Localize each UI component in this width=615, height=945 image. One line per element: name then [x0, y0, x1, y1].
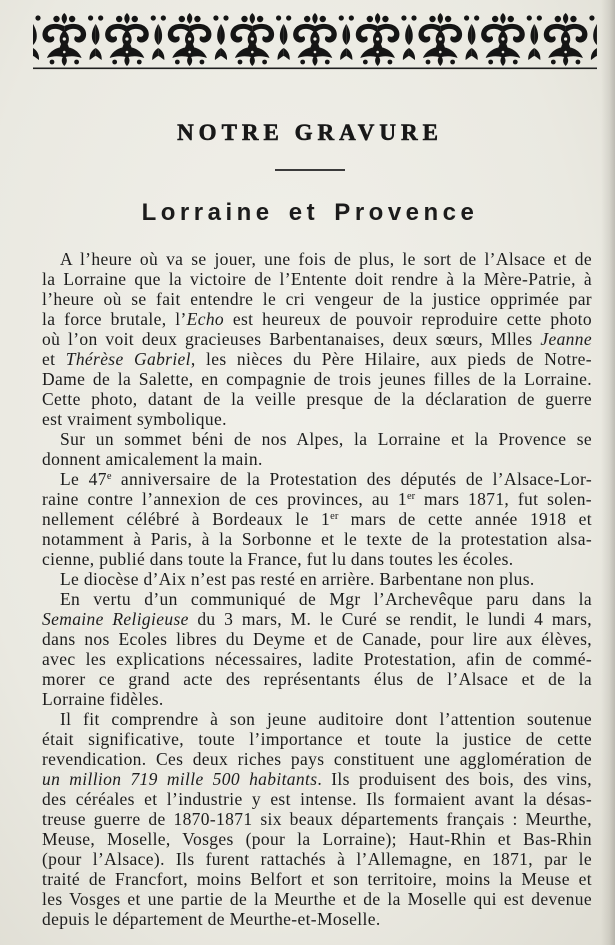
- article-line: [42, 449, 592, 469]
- line-text: est heureux de pouvoir reproduire cette photo: [224, 309, 592, 329]
- article-line: [42, 629, 592, 649]
- line-text: donnent amicalement la main.: [42, 449, 263, 469]
- line-text: dans nos Ecoles libres du Deyme et de Canade, pour lire aux élèves,: [42, 629, 592, 649]
- ornamental-header-band: [33, 12, 597, 70]
- line-text: avec les explications nécessaires, ladite Protestation, afin de commé-: [42, 649, 592, 669]
- article-line: [42, 729, 592, 749]
- article-line: [42, 289, 592, 309]
- article-line: [42, 829, 592, 849]
- article-line: [42, 689, 592, 709]
- line-text: En vertu d’un communiqué de Mgr l’Archevêque paru dans la: [60, 589, 592, 609]
- article-line: [42, 369, 592, 389]
- line-text: mars de cette année 1918 et: [338, 509, 592, 529]
- superscript-text: er: [330, 511, 339, 522]
- line-text: et: [42, 349, 66, 369]
- line-text: (pour l’Alsace). Ils furent rattachés à l’Allemagne, en 1871, par le: [42, 849, 592, 869]
- line-text: morer ce grand acte des représentants élus de l’Alsace et de la: [42, 669, 592, 689]
- line-text: l’heure où se fait entendre le cri vengeur de la justice opprimée par: [42, 289, 592, 309]
- line-text: où l’on voit deux gracieuses Barbentanaises, deux sœurs, Mlles: [42, 329, 541, 349]
- article-line: [42, 569, 592, 589]
- line-text: anniversaire de la Protestation des députés de l’Alsace-Lor-: [111, 469, 592, 489]
- line-text: , les nièces du Père Hilaire, aux pieds de Notre-: [190, 349, 592, 369]
- article-line: [42, 529, 592, 549]
- line-text: des céréales et l’industrie y est intense. Ils formaient avant la désas-: [42, 789, 592, 809]
- line-text: A l’heure où va se jouer, une fois de plus, le sort de l’Alsace et de: [60, 249, 592, 269]
- line-text: du 3 mars, M. le Curé se rendit, le lundi 4 mars,: [188, 609, 592, 629]
- article-line: [42, 409, 592, 429]
- line-text: raine contre l’annexion de ces provinces, au 1: [42, 489, 407, 509]
- article-line: [42, 329, 592, 349]
- line-text: notamment à Paris, à la Sorbonne et le texte de la protestation alsa-: [42, 529, 592, 549]
- article-line: [42, 669, 592, 689]
- article-line: [42, 609, 592, 629]
- article-line: [42, 549, 592, 569]
- line-text: la Lorraine que la victoire de l’Entente doit rendre à la Mère-Patrie, à: [42, 269, 592, 289]
- article-line: [42, 909, 592, 929]
- line-text: Sur un sommet béni de nos Alpes, la Lorraine et la Provence se: [60, 429, 592, 449]
- line-text: Meuse, Moselle, Vosges (pour la Lorraine); Haut-Rhin et Bas-Rhin: [42, 829, 592, 849]
- line-text: mars 1871, fut solen-: [415, 489, 592, 509]
- line-text: nellement célébré à Bordeaux le 1: [42, 509, 331, 529]
- superscript-text: e: [106, 471, 112, 482]
- article-line: [42, 769, 592, 789]
- line-text: . Ils produisent des bois, des vins,: [317, 769, 592, 789]
- line-text: Cette photo, datant de la veille presque de la déclaration de guerre: [42, 389, 592, 409]
- line-text: les Vosges et une partie de la Meurthe et de la Moselle qui est devenue: [42, 889, 592, 909]
- line-text: Dame de la Salette, en compagnie de trois jeunes filles de la Lorraine.: [42, 369, 592, 389]
- article-paragraph: [42, 429, 592, 469]
- article-heading: Lorraine et Provence: [141, 199, 479, 226]
- article-line: [42, 249, 592, 269]
- article-line: [42, 869, 592, 889]
- title-divider: [275, 169, 345, 171]
- line-text: treuse guerre de 1870-1871 six beaux départements français : Meurthe,: [42, 809, 592, 829]
- line-text: la force brutale, l’: [42, 309, 187, 329]
- line-text: Le 47: [60, 469, 107, 489]
- italic-text: un million 719 mille 500 habitants: [42, 769, 318, 789]
- article-line: [42, 489, 592, 509]
- line-text: est vraiment symbolique.: [42, 409, 227, 429]
- article-line: [42, 349, 592, 369]
- italic-text: Thérèse Gabriel: [65, 349, 191, 369]
- article-line: [42, 469, 592, 489]
- article-line: [42, 589, 592, 609]
- italic-text: Semaine Religieuse: [42, 609, 189, 629]
- article-line: [42, 889, 592, 909]
- line-text: revendication. Ces deux riches pays constituent une agglomération de: [42, 749, 592, 769]
- article-line: [42, 649, 592, 669]
- line-text: Le diocèse d’Aix n’est pas resté en arrière. Barbentane non plus.: [60, 569, 535, 589]
- article-line: [42, 509, 592, 529]
- article-paragraph: [42, 569, 592, 589]
- line-text: Lorraine fidèles.: [42, 689, 164, 709]
- article-line: [42, 269, 592, 289]
- article-line: [42, 789, 592, 809]
- article-paragraph: [42, 589, 592, 709]
- article-paragraph: [42, 709, 592, 929]
- line-text: traité de Francfort, moins Belfort et son territoire, moins la Meuse et: [42, 869, 592, 889]
- article-body: [42, 249, 592, 929]
- article-paragraph: [42, 469, 592, 569]
- article-line: [42, 849, 592, 869]
- line-text: cienne, publié dans toute la France, fut lu dans toutes les écoles.: [42, 549, 514, 569]
- line-text: depuis le département de Meurthe-et-Moselle.: [42, 909, 381, 929]
- section-title: NOTRE GRAVURE: [177, 120, 443, 145]
- italic-text: Echo: [186, 309, 225, 329]
- article-line: [42, 809, 592, 829]
- superscript-text: er: [406, 491, 416, 502]
- article-line: [42, 749, 592, 769]
- line-text: était significative, toute l’importance et toute la justice de cette: [42, 729, 592, 749]
- article-line: [42, 429, 592, 449]
- article-line: [42, 309, 592, 329]
- article-paragraph: [42, 249, 592, 429]
- line-text: Il fit comprendre à son jeune auditoire dont l’attention soutenue: [60, 709, 592, 729]
- article-line: [42, 709, 592, 729]
- italic-text: Jeanne: [540, 329, 592, 349]
- article-line: [42, 389, 592, 409]
